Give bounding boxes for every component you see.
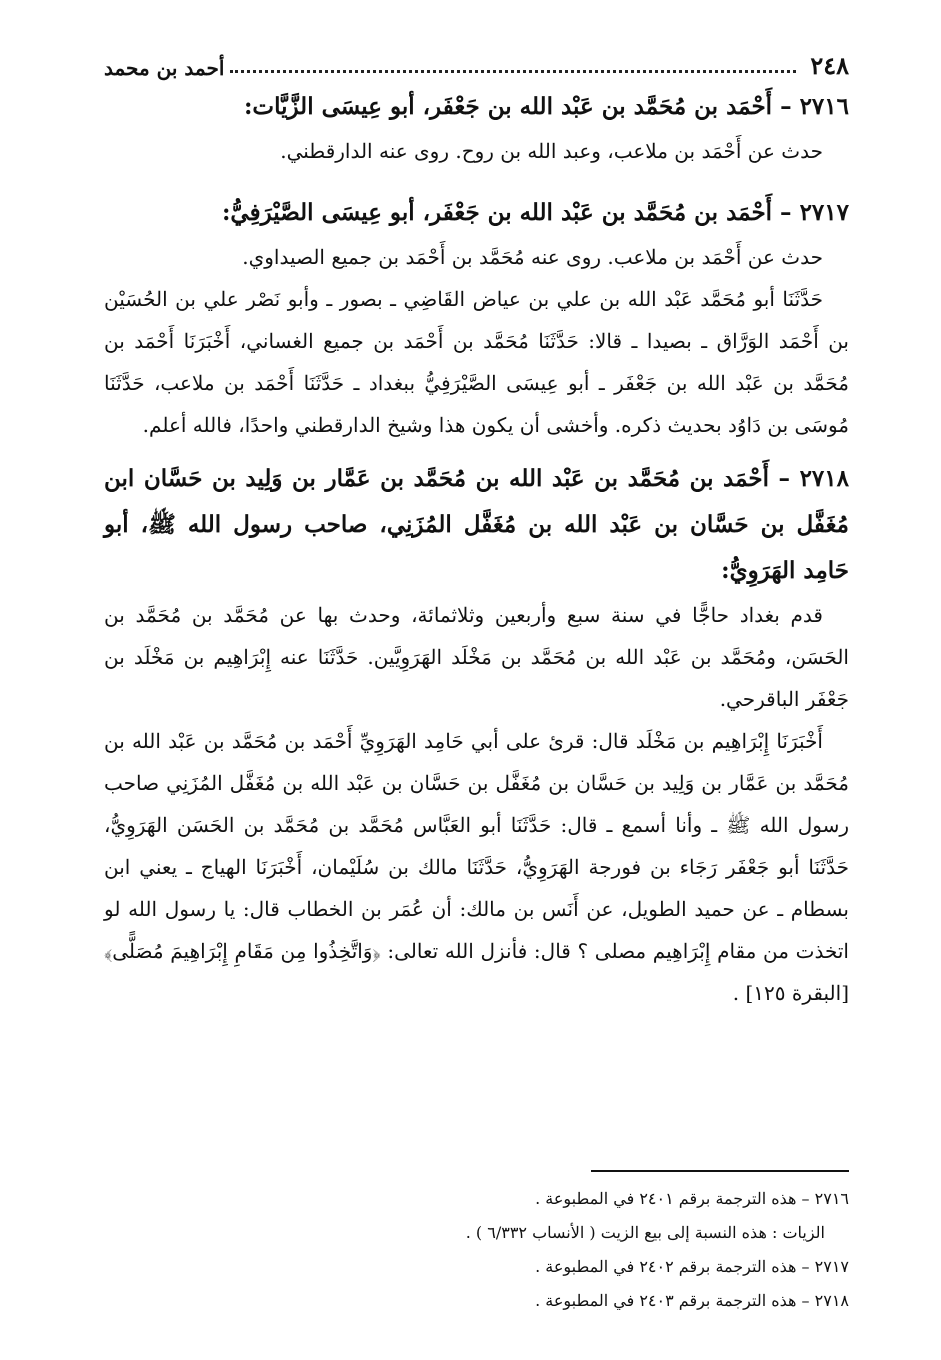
footnote-line: ٢٧١٦ – هذه الترجمة برقم ٢٤٠١ في المطبوعة . [535,1189,849,1208]
entry-title: ٢٧١٧ – أَحْمَد بن مُحَمَّد بن عَبْد الله بن جَعْفَر، أبو عِيسَى الصَّيْرَفِيُّ: [221,199,849,226]
entry-paragraph: حدث عن أَحْمَد بن ملاعب، وعبد الله بن روح. روى عنه الدارقطني. [280,139,823,163]
footnote-line: ٢٧١٧ – هذه الترجمة برقم ٢٤٠٢ في المطبوعة . [535,1257,849,1276]
entry-2717 [104,190,849,446]
entry-title: ٢٧١٨ – أَحْمَد بن مُحَمَّد بن عَبْد الله بن مُحَمَّد بن عَمَّار بن وَلِيد بن حَسَّان ابن مُغَفَّل بن حَسَّان بن عَبْد الله بن مُغَفَّل المُزَنِي، صاحب رسول الله ﷺ، أبو حَامِد الهَرَوِيُّ: [104,465,849,584]
footnote-divider [591,1170,849,1172]
entry-paragraph: حَدَّثَنَا أبو مُحَمَّد عَبْد الله بن علي بن عياض القَاضِي ـ بصور ـ وأبو نَصْر علي بن الحُسَيْن بن أَحْمَد الوَرَّاق ـ بصيدا ـ قالا: حَدَّثَنَا مُحَمَّد بن أَحْمَد بن جميع الغساني، أَخْبَرَنَا أَحْمَد بن مُحَمَّد بن عَبْد الله بن جَعْفَر ـ أبو عِيسَى الصَّيْرَفِيُّ ببغداد ـ حَدَّثَنَا أَحْمَد بن ملاعب، حَدَّثَنَا مُوسَى بن دَاوُد بحديث ذكره. وأخشى أن يكون هذا وشيخ الدارقطني واحدًا، فالله أعلم. [104,287,849,437]
main-text [104,84,849,1014]
header-dot-leader [230,70,796,73]
running-title: أحمد بن محمد [104,56,225,80]
entry-paragraph: أَخْبَرَنَا إِبْرَاهِيم بن مَخْلَد قال: قرئ على أبي حَامِد الهَرَوِيِّ أَحْمَد بن مُحَمَّد بن عَبْد الله بن مُحَمَّد بن عَمَّار بن وَلِيد بن حَسَّان بن مُغَفَّل بن حَسَّان بن عَبْد الله بن مُغَفَّل المُزَنِي صاحب رسول الله ﷺ ـ وأنا أسمع ـ قال: حَدَّثَنَا أبو العَبَّاس مُحَمَّد بن مُحَمَّد بن الحَسَن الهَرَوِيُّ، حَدَّثَنَا أبو جَعْفَر رَجَاء بن فورجة الهَرَوِيُّ، حَدَّثَنَا مالك بن سُلَيْمان، أَخْبَرَنَا الهياج ـ يعني ابن بسطام ـ عن حميد الطويل، عن أَنَس بن مالك: أن عُمَر بن الخطاب قال: يا رسول الله لو اتخذت من مقام إِبْرَاهِيم مصلى ؟ قال: فأنزل الله تعالى: ﴿وَاتَّخِذُوا مِن مَقَامِ إِبْرَاهِيمَ مُصَلًّى﴾ [البقرة ١٢٥] . [104,729,849,1005]
footnotes [104,1182,849,1318]
entry-2716 [104,84,849,172]
footnote-line: ٢٧١٨ – هذه الترجمة برقم ٢٤٠٣ في المطبوعة . [535,1291,849,1310]
entry-2718 [104,456,849,1014]
footnote-line: الزيات : هذه النسبة إلى بيع الزيت ( الأنساب ٦/٣٣٢ ) . [465,1223,825,1242]
entry-paragraph: حدث عن أَحْمَد بن ملاعب. روى عنه مُحَمَّد بن أَحْمَد بن جميع الصيداوي. [242,245,823,269]
page-number: ٢٤٨ [810,51,849,80]
entry-paragraph: قدم بغداد حاجًّا في سنة سبع وأربعين وثلاثمائة، وحدث بها عن مُحَمَّد بن مُحَمَّد بن الحَسَن، ومُحَمَّد بن عَبْد الله بن مُحَمَّد بن مَخْلَد الهَرَوِيَّين. حَدَّثَنَا عنه إِبْرَاهِيم بن مَخْلَد بن جَعْفَر الباقرحي. [104,603,849,711]
entry-title: ٢٧١٦ – أَحْمَد بن مُحَمَّد بن عَبْد الله بن جَعْفَر، أبو عِيسَى الزَّيَّات: [243,93,849,120]
running-header [104,38,849,78]
